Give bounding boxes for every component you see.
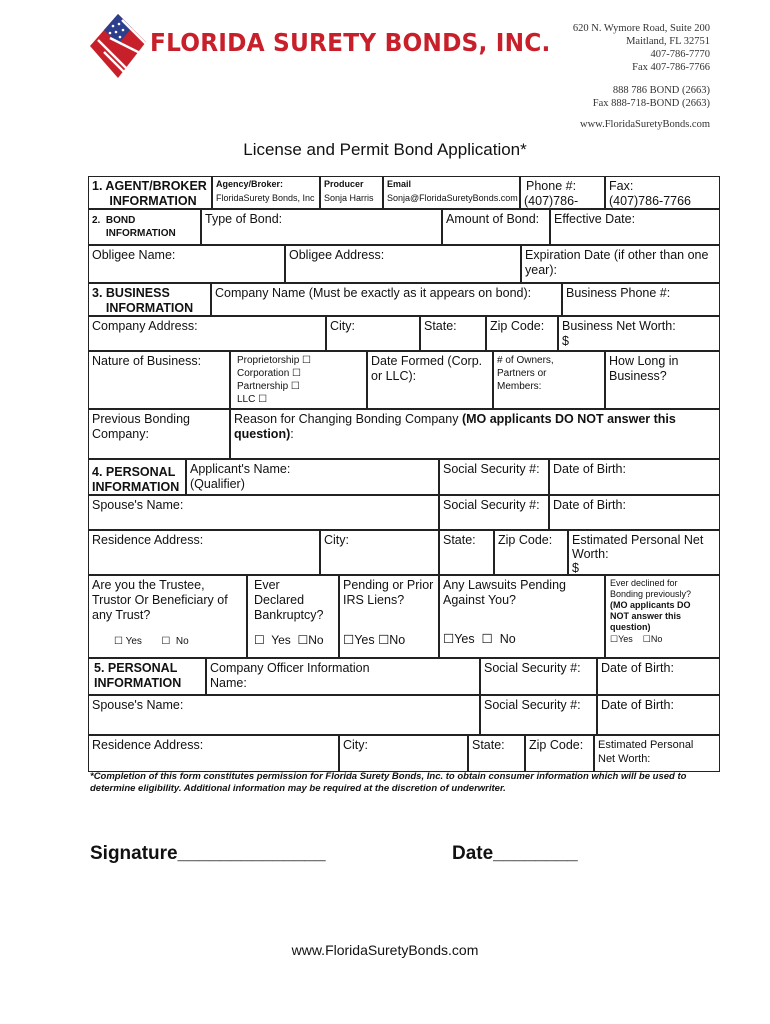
officer-name-field[interactable]: Company Officer Information Name: [206,658,480,695]
company-logo [88,12,150,80]
company-name-field[interactable]: Company Name (Must be exactly as it appears on bond): [211,283,562,316]
officer-spouse-name-field[interactable]: Spouse's Name: [88,695,480,735]
declined-yes-no-checkboxes[interactable]: ☐Yes ☐No [610,634,663,644]
fax-field[interactable]: Fax: (407)786-7766 [605,176,720,209]
spouse-ssn-field[interactable]: Social Security #: [439,495,549,530]
entity-partnership-checkbox[interactable]: Partnership ☐ [237,381,300,392]
date-line[interactable]: Date________ [452,843,578,864]
residence-city-field[interactable]: City: [320,530,439,575]
signature-line[interactable]: Signature______________ [90,843,326,864]
date-formed-field[interactable]: Date Formed (Corp. or LLC): [367,351,493,409]
page-title: License and Permit Bond Application* [243,140,527,159]
flag-map-icon [88,12,150,80]
entity-type-options [230,351,367,409]
business-zip-field[interactable]: Zip Code: [486,316,558,351]
agency-field[interactable]: Agency/Broker: FloridaSurety Bonds, Inc [212,176,320,209]
company-address-field[interactable]: Company Address: [88,316,326,351]
entity-proprietorship-checkbox[interactable]: Proprietorship ☐ [237,355,311,366]
company-name: FLORIDA SURETY BONDS, INC. [150,28,551,57]
irs-liens-question: Pending or Prior IRS Liens? ☐Yes ☐No [339,575,439,658]
entity-llc-checkbox[interactable]: LLC ☐ [237,394,268,405]
trustee-question: Are you the Trustee, Trustor Or Beneficiary of any Trust? ☐ Yes ☐ No [88,575,247,658]
declined-bonding-question: Ever declined for Bonding previously? (MO applicants DO NOT answer this question) ☐Yes ☐No [605,575,720,658]
officer-spouse-ssn-field[interactable]: Social Security #: [480,695,597,735]
officer-net-worth-field[interactable]: Estimated Personal Net Worth: [594,735,720,772]
consent-footnote: *Completion of this form constitutes permission for Florida Surety Bonds, Inc. to obtain consumer information which will be used to determine eligibility. Additional information may be required at the discretion of underwriter. [90,771,687,794]
application-form [88,176,720,772]
irs-liens-yes-no-checkboxes[interactable]: ☐Yes ☐No [343,633,406,647]
footer-website-link[interactable]: www.FloridaSuretyBonds.com [291,942,479,958]
officer-state-field[interactable]: State: [468,735,525,772]
officer-zip-field[interactable]: Zip Code: [525,735,594,772]
previous-bonding-field[interactable]: Previous Bonding Company: [88,409,230,459]
trustee-yes-no-checkboxes[interactable]: ☐ Yes ☐ No [114,636,189,647]
bankruptcy-question: Ever Declared Bankruptcy? ☐ Yes ☐No [247,575,339,658]
section-2-label: 2. BOND INFORMATION [88,209,201,245]
section-1-label: 1. AGENT/BROKER INFORMATION [88,176,212,209]
officer-residence-address-field[interactable]: Residence Address: [88,735,339,772]
bankruptcy-yes-no-checkboxes[interactable]: ☐ Yes ☐No [254,633,324,647]
effective-date-field[interactable]: Effective Date: [550,209,720,245]
email-field[interactable]: Email Sonja@FloridaSuretyBonds.com [383,176,520,209]
phone-field[interactable]: Phone #: (407)786- [520,176,605,209]
spouse-name-field[interactable]: Spouse's Name: [88,495,439,530]
applicant-name-field[interactable]: Applicant's Name: (Qualifier) [186,459,439,495]
obligee-name-field[interactable]: Obligee Name: [88,245,285,283]
how-long-in-business-field[interactable]: How Long in Business? [605,351,720,409]
reason-for-change-field[interactable]: Reason for Changing Bonding Company (MO applicants DO NOT answer this question): [230,409,720,459]
applicant-ssn-field[interactable]: Social Security #: [439,459,549,495]
section-3-label: 3. BUSINESS INFORMATION [88,283,211,316]
lawsuits-question: Any Lawsuits Pending Against You? ☐Yes ☐ No [439,575,605,658]
business-city-field[interactable]: City: [326,316,420,351]
business-state-field[interactable]: State: [420,316,486,351]
business-phone-field[interactable]: Business Phone #: [562,283,720,316]
owners-count-field[interactable]: # of Owners, Partners or Members: [493,351,605,409]
personal-net-worth-field[interactable]: Estimated Personal Net Worth: $ [568,530,720,575]
expiration-date-field[interactable]: Expiration Date (if other than one year): [521,245,720,283]
bond-amount-field[interactable]: Amount of Bond: [442,209,550,245]
residence-zip-field[interactable]: Zip Code: [494,530,568,575]
obligee-address-field[interactable]: Obligee Address: [285,245,521,283]
header-website[interactable]: www.FloridaSuretyBonds.com [580,119,710,130]
section-4-label: 4. PERSONAL INFORMATION [88,459,186,495]
officer-dob-field[interactable]: Date of Birth: [597,658,720,695]
business-net-worth-field[interactable]: Business Net Worth: $ [558,316,720,351]
section-5-label: 5. PERSONAL INFORMATION [88,658,206,695]
officer-city-field[interactable]: City: [339,735,468,772]
nature-of-business-field[interactable]: Nature of Business: [88,351,230,409]
producer-field[interactable]: Producer Sonja Harris [320,176,383,209]
applicant-dob-field[interactable]: Date of Birth: [549,459,720,495]
lawsuits-yes-no-checkboxes[interactable]: ☐Yes ☐ No [443,632,516,646]
residence-address-field[interactable]: Residence Address: [88,530,320,575]
officer-spouse-dob-field[interactable]: Date of Birth: [597,695,720,735]
entity-corporation-checkbox[interactable]: Corporation ☐ [237,368,301,379]
spouse-dob-field[interactable]: Date of Birth: [549,495,720,530]
bond-type-field[interactable]: Type of Bond: [201,209,442,245]
residence-state-field[interactable]: State: [439,530,494,575]
officer-ssn-field[interactable]: Social Security #: [480,658,597,695]
company-address: 620 N. Wymore Road, Suite 200 Maitland, FL 32751 407-786-7770 Fax 407-786-7766 888 786 BOND (2663) Fax 888-718-BOND (2663) www.FloridaSuretyBonds.com [572,23,710,130]
